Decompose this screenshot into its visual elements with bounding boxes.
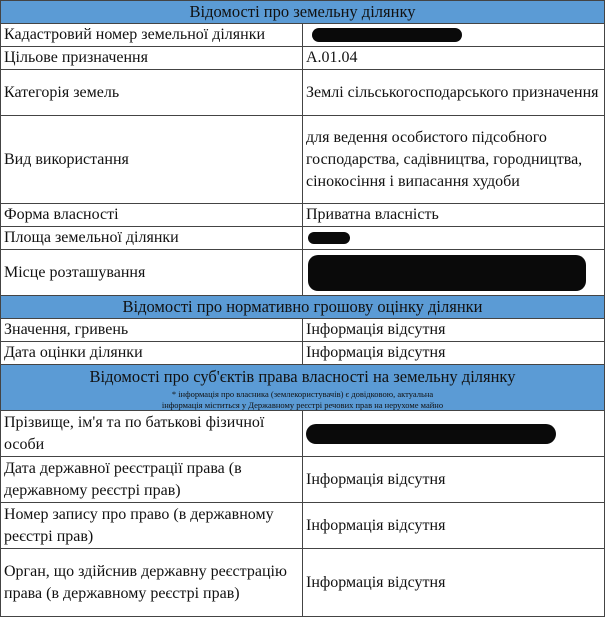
- plot-area-value: [303, 227, 605, 250]
- table-row: [1, 549, 605, 617]
- owners-note-line-2: інформація міститься у Державному реєстрі речових прав на нерухоме майно: [161, 399, 444, 410]
- section-title: Відомості про земельну ділянку: [1, 1, 605, 24]
- section-header-land-plot: [1, 1, 605, 24]
- plot-area-label: Площа земельної ділянки: [1, 227, 303, 250]
- table-row: [1, 503, 605, 549]
- valuation-amount-value: Інформація відсутня: [303, 319, 605, 342]
- registering-authority-label: Орган, що здійснив державну реєстрацію права (в державному реєстрі прав): [1, 549, 303, 617]
- table-row: [1, 116, 605, 204]
- table-row: [1, 319, 605, 342]
- ownership-form-label: Форма власності: [1, 204, 303, 227]
- land-category-label: Категорія земель: [1, 70, 303, 116]
- location-label: Місце розташування: [1, 250, 303, 296]
- redaction-mark: [308, 232, 350, 244]
- owner-name-label: Прізвище, ім'я та по батькові фізичної особи: [1, 411, 303, 457]
- owner-name-value: [303, 411, 605, 457]
- owners-section-header: [1, 365, 605, 411]
- table-row: [1, 457, 605, 503]
- usage-type-label: Вид використання: [1, 116, 303, 204]
- ownership-form-value: Приватна власність: [303, 204, 605, 227]
- location-value: [303, 250, 605, 296]
- table-row: [1, 342, 605, 365]
- cadastral-number-value: [303, 24, 605, 47]
- record-number-value: Інформація відсутня: [303, 503, 605, 549]
- registration-date-label: Дата державної реєстрації права (в державному реєстрі прав): [1, 457, 303, 503]
- owners-note-line-1: * інформація про власника (землекористувачів) є довідковою, актуальна: [171, 388, 434, 399]
- table-row: [1, 47, 605, 70]
- valuation-amount-label: Значення, гривень: [1, 319, 303, 342]
- registering-authority-value: Інформація відсутня: [303, 549, 605, 617]
- cadastral-number-label: Кадастровий номер земельної ділянки: [1, 24, 303, 47]
- section-title: Відомості про нормативно грошову оцінку ділянки: [1, 296, 605, 319]
- registration-date-value: Інформація відсутня: [303, 457, 605, 503]
- table-row: [1, 227, 605, 250]
- table-row: [1, 411, 605, 457]
- redaction-mark: [312, 28, 462, 42]
- purpose-value: А.01.04: [303, 47, 605, 70]
- usage-type-value: для ведення особистого підсобного господарства, садівництва, городництва, сінокосіння і випасання худоби: [303, 116, 605, 204]
- table-row: [1, 70, 605, 116]
- purpose-label: Цільове призначення: [1, 47, 303, 70]
- land-category-value: Землі сільськогосподарського призначення: [303, 70, 605, 116]
- table-row: [1, 24, 605, 47]
- valuation-date-value: Інформація відсутня: [303, 342, 605, 365]
- redaction-mark: [306, 424, 556, 444]
- valuation-date-label: Дата оцінки ділянки: [1, 342, 303, 365]
- table-row: [1, 250, 605, 296]
- table-row: [1, 204, 605, 227]
- section-title: Відомості про суб'єктів права власності на земельну ділянку: [89, 366, 516, 386]
- redaction-mark: [308, 255, 586, 291]
- section-header-valuation: [1, 296, 605, 319]
- record-number-label: Номер запису про право (в державному реєстрі прав): [1, 503, 303, 549]
- section-header-owners: [1, 365, 605, 411]
